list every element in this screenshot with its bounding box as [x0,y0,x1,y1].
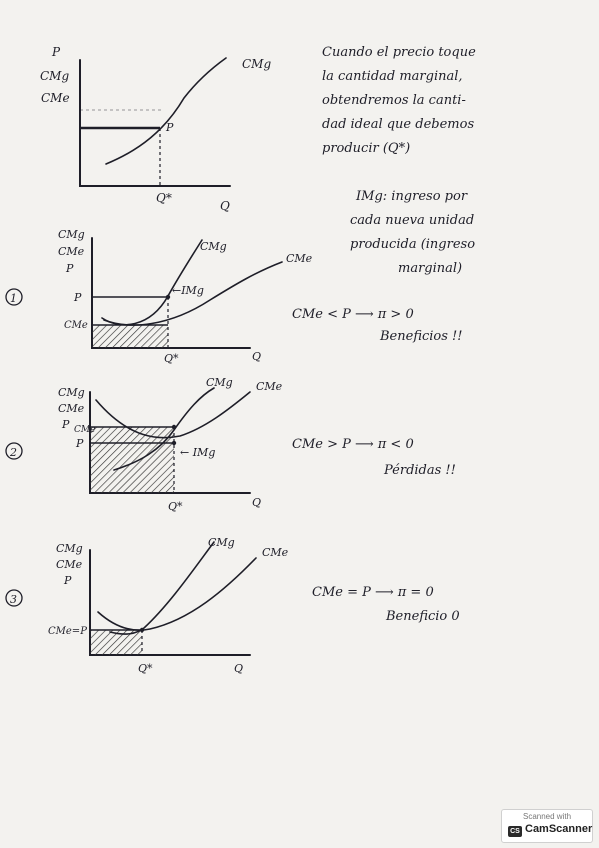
graph-case-3 [6,536,289,675]
case3-result: Beneficio 0 [386,609,460,624]
g0-qstar-label: Q* [156,191,172,205]
g0-ylabel-1: P [52,45,61,59]
graph-case-1 [6,228,313,365]
g2-cme-label: CMe [256,380,283,393]
case1-formula: CMe < P ⟶ π > 0 [292,307,414,322]
img-line-2: cada nueva unidad [350,213,475,228]
img-line-4: marginal) [398,261,463,276]
note-line-5: producir (Q*) [322,141,411,156]
g1-ylabel-1: CMg [58,228,85,241]
g1-profit-area [92,325,168,348]
camscanner-badge [501,809,593,843]
scanned-with-text: Scanned with [522,812,572,821]
img-line-3: producida (ingreso [350,237,476,252]
g2-cmg-label: CMg [206,376,233,389]
g1-qstar-label: Q* [164,352,179,365]
graph-intro [40,45,271,213]
graph-case-2 [6,376,283,513]
g1-ylabel-3: P [66,262,74,275]
g3-cmg-label: CMg [208,536,235,549]
g2-ylabel-3: P [62,418,70,431]
g0-axes [80,60,230,186]
g3-qstar-label: Q* [138,662,153,675]
case2-text [292,437,456,478]
note-line-4: dad ideal que debemos [322,117,475,132]
g3-ylabel-1: CMg [56,542,83,555]
note-intro [322,45,476,156]
g2-qstar-label: Q* [168,500,183,513]
g0-x-label: Q [220,199,230,213]
g2-pcme-label: CMe [74,425,96,435]
g1-x-label: Q [252,350,262,363]
img-line-1: IMg: ingreso por [356,189,468,204]
g3-cme-label: CMe [262,546,289,559]
g1-cmg-label: CMg [200,240,227,253]
g3-cme-curve [98,558,256,630]
g3-x-label: Q [234,662,244,675]
case3-formula: CMe = P ⟶ π = 0 [312,585,434,600]
note-img-definition [350,189,475,276]
g1-ylabel-2: CMe [58,245,85,258]
case1-result: Beneficios !! [380,329,463,344]
g1-cme-level-label: CMe [64,320,88,331]
case2-number: 2 [10,446,17,459]
g0-cmg-label: CMg [242,57,272,71]
g2-ylabel-2: CMe [58,402,85,415]
g1-cme-label: CMe [286,252,313,265]
g2-img-label: ← IMg [180,446,216,459]
g2-ylabel-1: CMg [58,386,85,399]
note-line-2: la cantidad marginal, [322,69,463,84]
g3-level-label: CMe=P [48,626,87,637]
g3-ylabel-2: CMe [56,558,83,571]
g0-ylabel-2: CMg [40,69,70,83]
g2-p-label: P [76,437,84,450]
case2-formula: CMe > P ⟶ π < 0 [292,437,414,452]
g1-img-label: ←IMg [172,284,204,297]
g0-cmg-curve [106,58,226,164]
camscanner-name: CamScanner [525,823,593,835]
case3-number: 3 [10,593,17,606]
case3-text [312,585,460,624]
g3-ylabel-3: P [64,574,72,587]
g3-cmg-curve [110,542,214,634]
case1-text [292,307,463,344]
camscanner-logo-icon: CS [508,826,522,837]
case2-result: Pérdidas !! [384,463,456,478]
note-line-1: Cuando el precio toque [322,45,476,60]
g0-ylabel-3: CMe [41,91,70,105]
case1-number: 1 [10,292,17,305]
g2-x-label: Q [252,496,262,509]
g1-p-label: P [74,291,82,304]
g0-point-label: P [166,121,174,134]
note-line-3: obtendremos la canti- [322,93,466,108]
